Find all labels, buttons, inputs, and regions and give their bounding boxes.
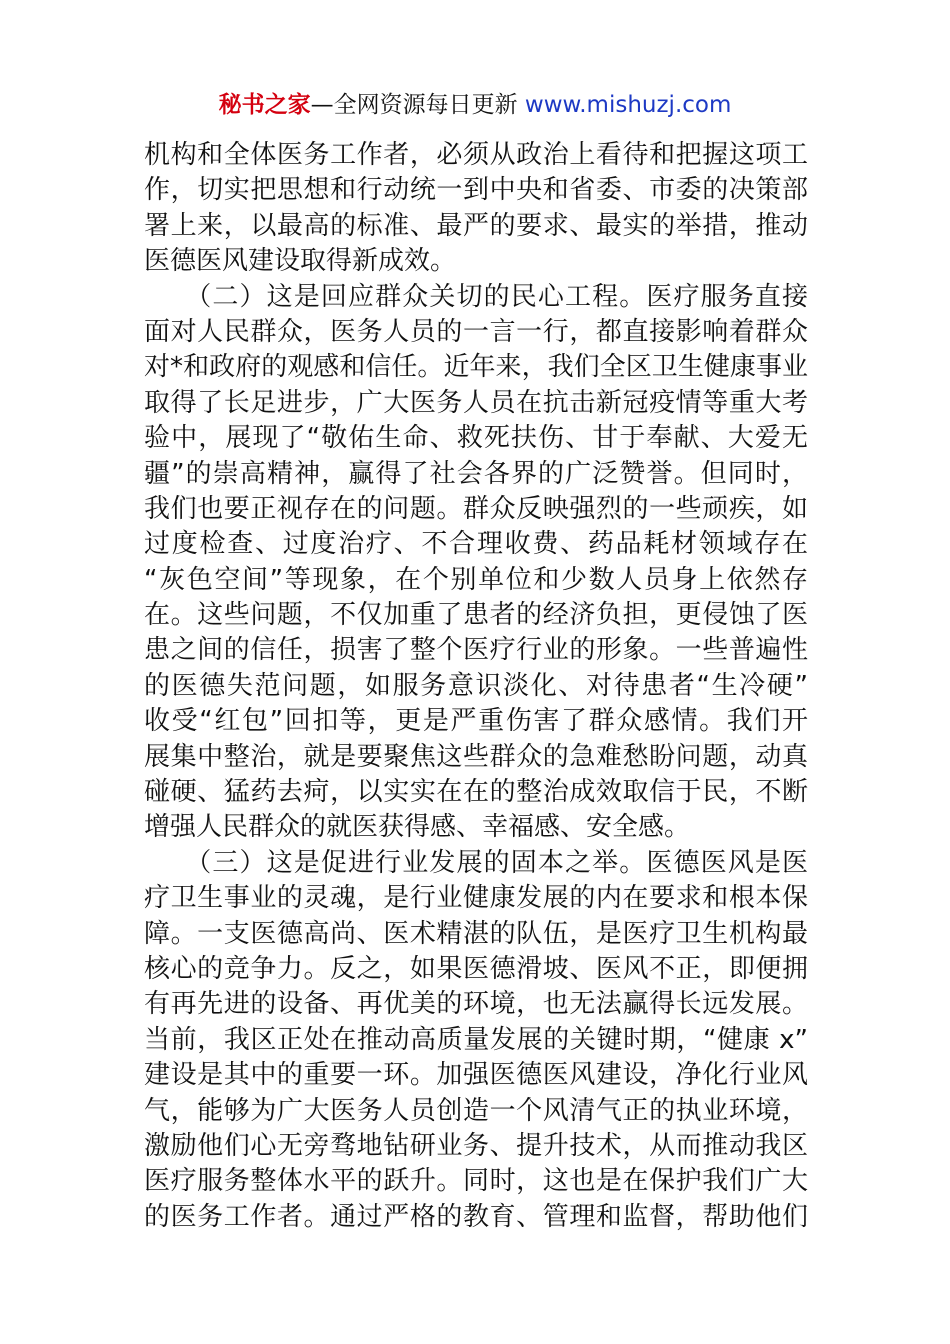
text-line: 障。一支医德高尚、医术精湛的队伍，是医疗卫生机构最 [144,918,808,949]
text-line: 作，切实把思想和行动统一到中央和省委、市委的决策部 [144,175,808,206]
brand-name: 秘书之家 [218,92,311,118]
text-line: 增强人民群众的就医获得感、幸福感、安全感。 [144,812,691,843]
text-line: 激励他们心无旁骛地钻研业务、提升技术，从而推动我区 [144,1130,808,1161]
text-line: 的医德失范问题，如服务意识淡化、对待患者“生冷硬” [144,670,808,701]
text-line: 疗卫生事业的灵魂，是行业健康发展的内在要求和根本保 [144,883,808,914]
text-line: （三）这是促进行业发展的固本之举。医德医风是医 [144,847,808,878]
text-line: 医德医风建设取得新成效。 [144,246,457,277]
body-text [144,138,808,1235]
text-line: “灰色空间”等现象，在个别单位和少数人员身上依然存 [144,564,808,595]
text-line: （二）这是回应群众关切的民心工程。医疗服务直接 [144,281,808,312]
text-line: 过度检查、过度治疗、不合理收费、药品耗材领域存在 [144,529,808,560]
header-tagline: —全网资源每日更新 [310,92,525,118]
text-line: 建设是其中的重要一环。加强医德医风建设，净化行业风 [144,1060,808,1091]
page-header [0,88,950,122]
text-line: 在。这些问题，不仅加重了患者的经济负担，更侵蚀了医 [144,600,808,631]
text-line: 机构和全体医务工作者，必须从政治上看待和把握这项工 [144,140,808,170]
text-line: 气，能够为广大医务人员创造一个风清气正的执业环境， [144,1095,808,1126]
text-line: 面对人民群众，医务人员的一言一行，都直接影响着群众 [144,316,808,347]
text-line: 碰硬、猛药去疴，以实实在在的整治成效取信于民，不断 [144,777,808,808]
text-line: 对*和政府的观感和信任。近年来，我们全区卫生健康事业 [144,352,808,383]
text-line: 患之间的信任，损害了整个医疗行业的形象。一些普遍性 [144,635,808,666]
text-line: 我们也要正视存在的问题。群众反映强烈的一些顽疾，如 [144,493,808,524]
text-line: 收受“红包”回扣等，更是严重伤害了群众感情。我们开 [144,706,808,737]
text-line: 展集中整治，就是要聚焦这些群众的急难愁盼问题，动真 [144,741,808,772]
text-line: 署上来，以最高的标准、最严的要求、最实的举措，推动 [144,210,808,241]
text-line: 取得了长足进步，广大医务人员在抗击新冠疫情等重大考 [144,387,808,418]
text-line: 验中，展现了“敬佑生命、救死扶伤、甘于奉献、大爱无 [144,423,808,454]
text-line: 的医务工作者。通过严格的教育、管理和监督，帮助他们 [144,1201,808,1232]
site-url-link[interactable]: www.mishuzj.com [524,92,732,118]
text-line: 医疗服务整体水平的跃升。同时，这也是在保护我们广大 [144,1166,808,1197]
text-line: 疆”的崇高精神，赢得了社会各界的广泛赞誉。但同时， [144,458,808,489]
text-line: 核心的竞争力。反之，如果医德滑坡、医风不正，即便拥 [144,953,808,984]
text-line: 当前，我区正处在推动高质量发展的关键时期，“健康 x” [144,1024,808,1055]
text-line: 有再先进的设备、再优美的环境，也无法赢得长远发展。 [144,989,808,1020]
